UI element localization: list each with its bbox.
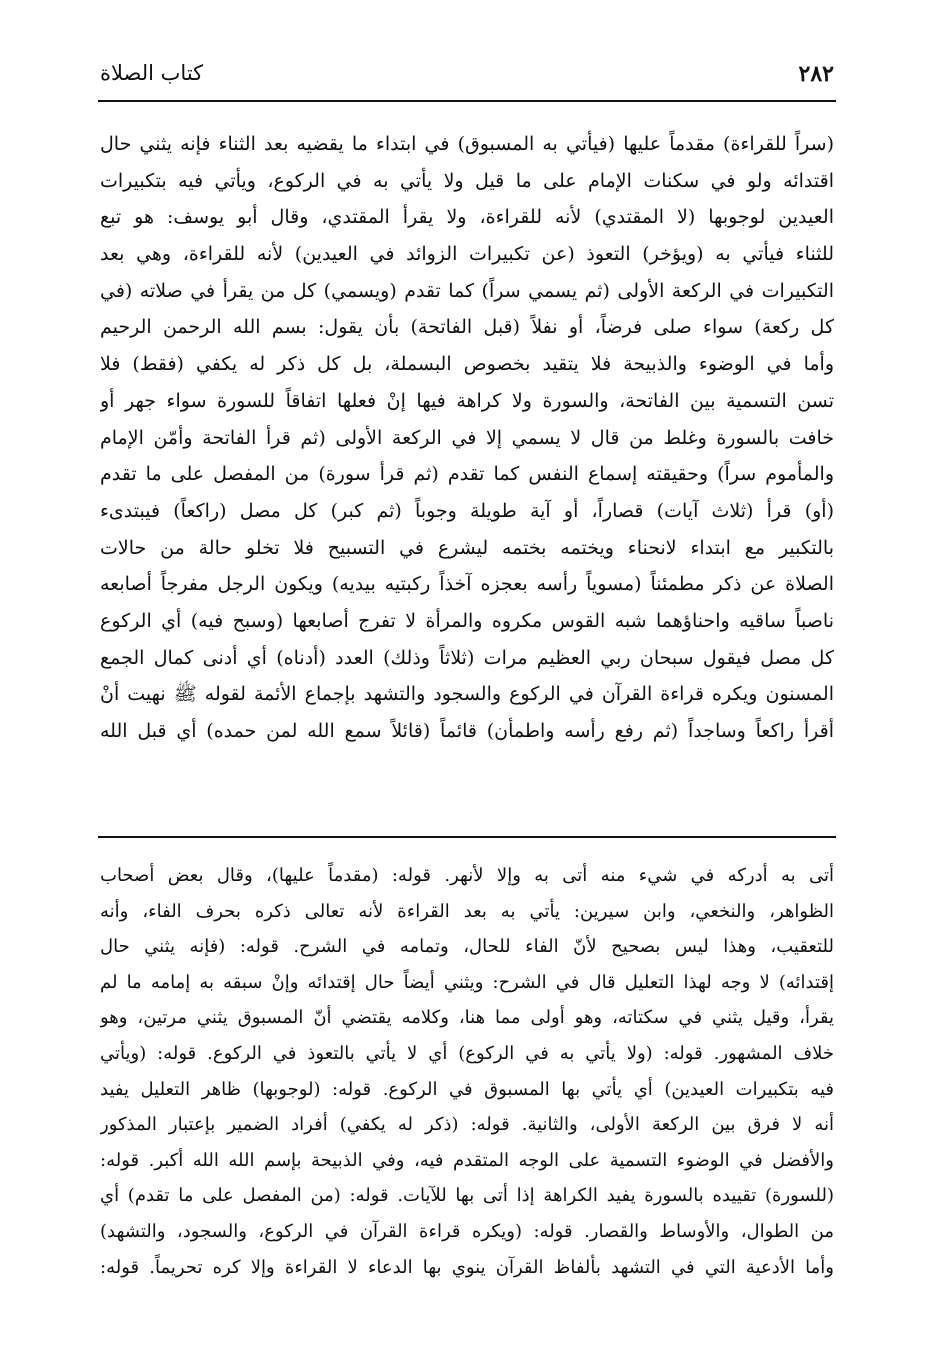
footnote-line: يقرأ، وقيل يثني في سكتاته، وهو أولى مما هنا، وكلامه يقتضي أنّ المسبوق يثني مرتين، وهو [100, 1007, 834, 1029]
main-line: خافت بالسورة وغلط من قال لا يسمي إلا في الركعة الأولى (ثم قرأ الفاتحة وأمّن الإمام [100, 426, 834, 449]
book-title: كتاب الصلاة [100, 61, 204, 85]
main-line: بالتكبير مع ابتداء لانحناء ويختمه بختمه ليشرع في التسبيح فلا تخلو حالة من حالات [100, 536, 834, 559]
footnote-line: وأما الأدعية التي في التشهد بألفاظ القرآن ينوي بها الدعاء لا القراءة وإلا كره تحريماً. قوله: [100, 1256, 834, 1278]
footnote-divider [98, 836, 836, 838]
footnote-line: فيه بتكبيرات العيدين) أي يأتي بها المسبوق في الركوع. قوله: (لوجوبها) ظاهر التعليل يفيد [100, 1078, 834, 1100]
main-line: اقتدائه ولو في سكنات الإمام على ما قيل ولا يأتي به في الركوع، ويأتي فيه بتكبيرات [100, 169, 834, 192]
main-line: كل ركعة) سواء صلى فرضاً، أو نفلاً (قبل الفاتحة) بأن يقول: بسم الله الرحمن الرحيم [100, 316, 834, 339]
footnote-line: (للسورة) تقييده بالسورة يفيد الكراهة إذا أتى بها للآيات. قوله: (من المفصل على ما تقدم) أي [100, 1185, 834, 1207]
main-line: ناصباً ساقيه واحناؤهما شبه القوس مكروه والمرأة لا تفرج أصابعها (وسبح فيه) أي الركوع [100, 609, 834, 632]
main-line: المسنون ويكره قراءة القرآن في الركوع والسجود والتشهد بإجماع الأئمة لقوله ﷺ نهيت أنْ [100, 683, 834, 706]
main-line: الصلاة عن ذكر مطمئناً (مسوياً رأسه بعجزه آخذاً ركبتيه بيديه) ويكون الرجل مفرجاً أصابعه [100, 573, 834, 596]
main-line: العيدين لوجوبها (لا المقتدي) لأنه للقراءة، ولا يقرأ المقتدي، وقال أبو يوسف: هو تبع [100, 206, 834, 229]
footnote-line: إقتدائه) لا وجه لهذا التعليل قال في الشرح: ويثني أيضاً حال إقتدائه وإنْ سبقه به إمامه ما لم [100, 971, 834, 993]
main-line: والمأموم سراً) وحقيقته إسماع النفس كما تقدم (ثم قرأ سورة) من المفصل على ما تقدم [100, 463, 834, 486]
footnote-text [100, 858, 834, 1285]
footnote-line: أنه لا فرق بين الركعة الأولى، والثانية. قوله: (ذكر له يكفي) أفراد الضمير بإعتبار المذكور [100, 1114, 834, 1136]
main-line: للثناء فيأتي به (ويؤخر) التعوذ (عن تكبيرات الزوائد في العيدين) لأنه للقراءة، وهي بعد [100, 243, 834, 266]
footnote-line: والأفضل في الوضوء التسمية على الوجه المتقدم فيه، وفي الذبيحة بإسم الله الله أكبر. قوله: [100, 1149, 834, 1171]
footnote-line: أتى به أدركه في شيء منه أتى به وإلا لأنهر. قوله: (مقدماً عليها)، وقال بعض أصحاب [100, 865, 834, 886]
main-line: (أو) قرأ (ثلاث آيات) قصاراً، أو آية طويلة وجوباً (ثم كبر) كل مصل (راكعاً) فيبتدىء [100, 499, 834, 522]
footnote-line: خلاف المشهور. قوله: (ولا يأتي به في الركوع) أي لا يأتي بالتعوذ في الركوع. قوله: (ويأتي [100, 1042, 834, 1064]
page-number: ٢٨٢ [798, 61, 834, 87]
main-line: وأما في الوضوء والذبيحة فلا يتقيد بخصوص البسملة، بل كل ذكر له يكفي (فقط) فلا [100, 353, 834, 376]
main-line: أقرأ راكعاً وساجداً (ثم رفع رأسه واطمأن) قائماً (قائلاً سمع الله لمن حمده) أي قبل الله [100, 720, 834, 742]
main-line: كل مصل فيقول سبحان ربي العظيم مرات (ثلاثاً وذلك) العدد (أدناه) أي أدنى كمال الجمع [100, 646, 834, 669]
main-line: التكبيرات في الركعة الأولى (ثم يسمي سراً) كما تقدم (ويسمي) كل من يقرأ في صلاته (في [100, 279, 834, 302]
main-line: (سراً للقراءة) مقدماً عليها (فيأتي به المسبوق) في ابتداء ما يقضيه بعد الثناء فإنه يثني حال [100, 133, 834, 155]
footnote-line: للتعقيب، وهذا ليس بصحيح لأنّ الفاء للحال، وتمامه في الشرح. قوله: (فإنه يثني حال [100, 936, 834, 958]
page-header [100, 55, 834, 95]
header-divider [98, 100, 836, 102]
footnote-line: الظواهر، والنخعي، وابن سيرين: يأتي به بعد القراءة لأنه تعالى ذكره بحرف الفاء، وأنه [100, 900, 834, 922]
main-text [100, 126, 834, 750]
main-line: تسن التسمية بين الفاتحة، والسورة ولا كراهة فيها إنْ فعلها اتفاقاً للسورة سواء جهر أو [100, 389, 834, 412]
footnote-line: من الطوال، والأوساط والقصار. قوله: (ويكره قراءة القرآن في الركوع، والسجود، والتشهد) [100, 1220, 834, 1242]
